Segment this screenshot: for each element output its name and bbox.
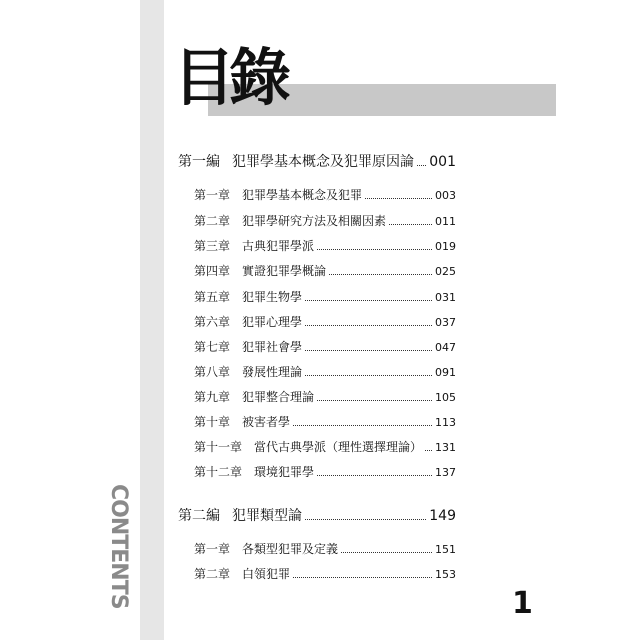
chapter-title: 實證犯罪學概論 [242, 264, 327, 278]
toc-chapter[interactable] [194, 413, 456, 430]
leader-dots [317, 400, 432, 401]
chapter-title: 被害者學 [242, 415, 291, 429]
toc-chapter[interactable] [194, 463, 456, 480]
chapter-title: 犯罪生物學 [242, 290, 303, 304]
part-title: 犯罪類型論 [232, 508, 302, 524]
leader-dots [305, 300, 432, 301]
toc-part-2[interactable] [178, 505, 456, 525]
page-ref: 131 [435, 441, 456, 454]
chapter-title: 發展性理論 [242, 365, 303, 379]
toc-chapter[interactable] [194, 237, 456, 254]
leader-dots [317, 249, 432, 250]
toc-chapter[interactable] [194, 565, 456, 582]
leader-dots [389, 224, 432, 225]
toc-chapter[interactable] [194, 262, 456, 279]
chapter-number: 第二章 [194, 214, 231, 228]
page-ref: 011 [435, 215, 456, 228]
chapter-title: 各類型犯罪及定義 [242, 542, 339, 556]
toc-chapter[interactable] [194, 212, 456, 229]
part-number: 第一編 [178, 154, 220, 170]
leader-dots [317, 475, 432, 476]
contents-side-label: CONTENTS [106, 484, 131, 609]
page-ref: 153 [435, 568, 456, 581]
chapter-title: 當代古典學派（理性選擇理論） [254, 440, 423, 454]
leader-dots [425, 450, 432, 451]
toc-part-1[interactable] [178, 151, 456, 171]
leader-dots [341, 552, 432, 553]
leader-dots [305, 519, 426, 520]
toc-chapter[interactable] [194, 388, 456, 405]
chapter-number: 第一章 [194, 542, 231, 556]
leader-dots [329, 274, 432, 275]
page-ref: 151 [435, 543, 456, 556]
chapter-number: 第十章 [194, 415, 231, 429]
leader-dots [365, 198, 432, 199]
page-ref: 003 [435, 189, 456, 202]
toc-chapter[interactable] [194, 540, 456, 557]
chapter-number: 第一章 [194, 188, 231, 202]
leader-dots [293, 577, 432, 578]
chapter-title: 古典犯罪學派 [242, 239, 315, 253]
page-ref: 105 [435, 391, 456, 404]
leader-dots [305, 350, 432, 351]
chapter-number: 第七章 [194, 340, 231, 354]
toc-chapter[interactable] [194, 438, 456, 455]
page-ref: 031 [435, 291, 456, 304]
chapter-title: 犯罪整合理論 [242, 390, 315, 404]
chapter-title: 犯罪學基本概念及犯罪 [242, 188, 363, 202]
toc-chapter[interactable] [194, 313, 456, 330]
toc-chapter[interactable] [194, 186, 456, 203]
page-ref: 025 [435, 265, 456, 278]
toc-chapter[interactable] [194, 338, 456, 355]
leader-dots [293, 425, 432, 426]
chapter-number: 第八章 [194, 365, 231, 379]
side-strip [140, 0, 164, 640]
page-title: 目錄 [173, 41, 286, 114]
toc-chapter[interactable] [194, 288, 456, 305]
chapter-number: 第二章 [194, 567, 231, 581]
chapter-title: 白領犯罪 [242, 567, 291, 581]
chapter-title: 犯罪學研究方法及相關因素 [242, 214, 387, 228]
page-ref: 149 [429, 508, 456, 524]
page-ref: 037 [435, 316, 456, 329]
page-ref: 001 [429, 154, 456, 170]
chapter-number: 第五章 [194, 290, 231, 304]
page-ref: 019 [435, 240, 456, 253]
part-number: 第二編 [178, 508, 220, 524]
chapter-number: 第十一章 [194, 440, 243, 454]
chapter-title: 犯罪心理學 [242, 315, 303, 329]
chapter-number: 第九章 [194, 390, 231, 404]
page-number: 1 [512, 586, 533, 621]
page-ref: 091 [435, 366, 456, 379]
chapter-number: 第四章 [194, 264, 231, 278]
chapter-title: 環境犯罪學 [254, 465, 315, 479]
leader-dots [305, 325, 432, 326]
chapter-number: 第六章 [194, 315, 231, 329]
toc-chapter[interactable] [194, 363, 456, 380]
leader-dots [305, 375, 432, 376]
page-ref: 137 [435, 466, 456, 479]
chapter-title: 犯罪社會學 [242, 340, 303, 354]
chapter-number: 第三章 [194, 239, 231, 253]
leader-dots [417, 165, 426, 166]
part-title: 犯罪學基本概念及犯罪原因論 [232, 154, 414, 170]
page-ref: 113 [435, 416, 456, 429]
page-ref: 047 [435, 341, 456, 354]
chapter-number: 第十二章 [194, 465, 243, 479]
